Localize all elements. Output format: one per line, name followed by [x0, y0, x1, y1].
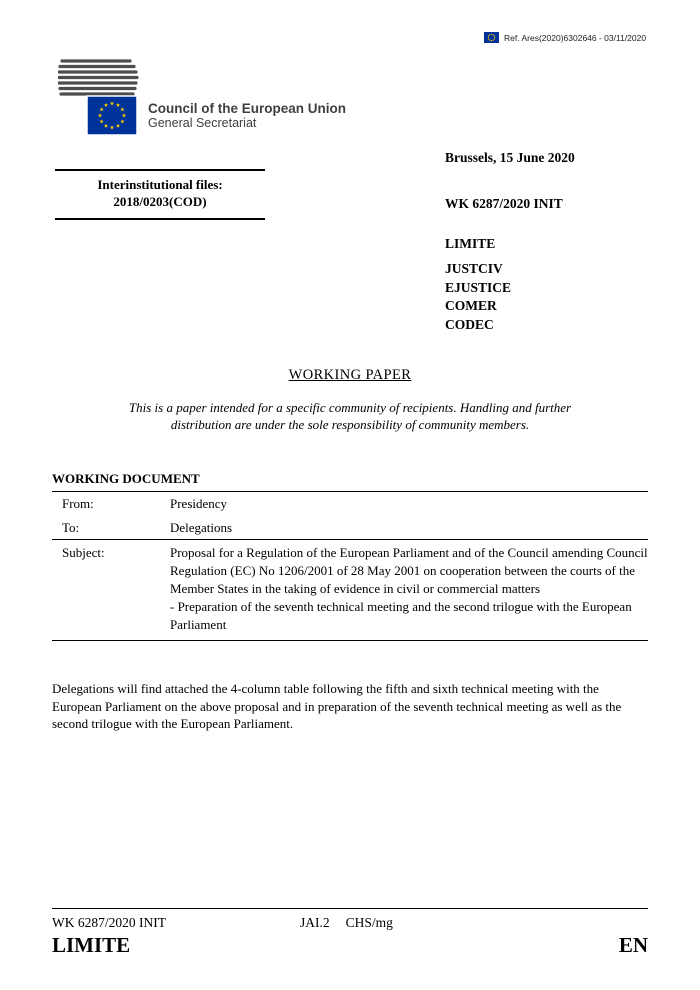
classification-marking: LIMITE	[445, 236, 496, 251]
paper-title: WORKING PAPER	[288, 367, 412, 383]
registration-stamp-text: Ref. Ares(2020)6302646 - 03/11/2020	[504, 32, 647, 43]
footer-language: EN	[618, 933, 648, 957]
eu-flag-icon	[484, 32, 499, 43]
subject-code: COMER	[445, 298, 497, 313]
interinstitutional-files-box	[55, 169, 265, 220]
subject-label: Subject:	[62, 545, 105, 560]
interinstitutional-label: Interinstitutional files:	[97, 177, 223, 192]
working-document-heading: WORKING DOCUMENT	[52, 471, 200, 486]
document-number: WK 6287/2020 INIT	[445, 196, 563, 211]
divider	[52, 640, 648, 641]
logo-wordmark	[148, 101, 346, 131]
subject-code: JUSTCIV	[445, 261, 503, 276]
from-label: From:	[62, 496, 94, 511]
place-date: Brussels, 15 June 2020	[445, 150, 575, 165]
subject-codes	[445, 260, 511, 334]
footer-drafter: CHS/mg	[345, 915, 393, 930]
registration-stamp	[484, 32, 646, 43]
logo-lines	[59, 61, 137, 94]
footer-unit-drafter	[300, 915, 393, 931]
subject-preparation-text: - Preparation of the seventh technical meeting and the second trilogue with the European Parliament	[170, 599, 632, 632]
body-paragraph: Delegations will find attached the 4-column table following the fifth and sixth technical meeting with the European Parliament on the above proposal and in preparation of the seventh technical meeting as well as the second trilogue with the European Parliament.	[52, 681, 622, 731]
table-row	[52, 492, 648, 516]
document-metadata-table	[52, 491, 648, 641]
council-eu-logo	[58, 58, 143, 138]
subject-value	[170, 544, 648, 634]
subject-text: Proposal for a Regulation of the European Parliament and of the Council amending Council Regulation (EC) No 1206/2001 of 28 May 2001 on cooperation between the courts of the Member States in the taking of evidence in civil or commercial matters	[170, 545, 648, 596]
footer-document-number: WK 6287/2020 INIT	[52, 915, 166, 930]
distribution-notice: This is a paper intended for a specific community of recipients. Handling and further distribution are under the sole responsibility of community members.	[128, 400, 572, 432]
to-value: Delegations	[170, 519, 233, 535]
footer-classification: LIMITE	[52, 933, 131, 957]
divider	[52, 908, 648, 909]
department-name: General Secretariat	[148, 116, 257, 130]
institution-name: Council of the European Union	[148, 101, 346, 116]
table-row	[52, 540, 648, 640]
footer-unit: JAI.2	[300, 915, 330, 930]
subject-code: CODEC	[445, 316, 494, 332]
interinstitutional-number: 2018/0203(COD)	[113, 193, 207, 209]
from-value: Presidency	[170, 496, 228, 511]
subject-code: EJUSTICE	[445, 279, 512, 295]
to-label: To:	[62, 519, 80, 535]
table-row	[52, 516, 648, 540]
eu-flag-icon	[87, 96, 137, 135]
